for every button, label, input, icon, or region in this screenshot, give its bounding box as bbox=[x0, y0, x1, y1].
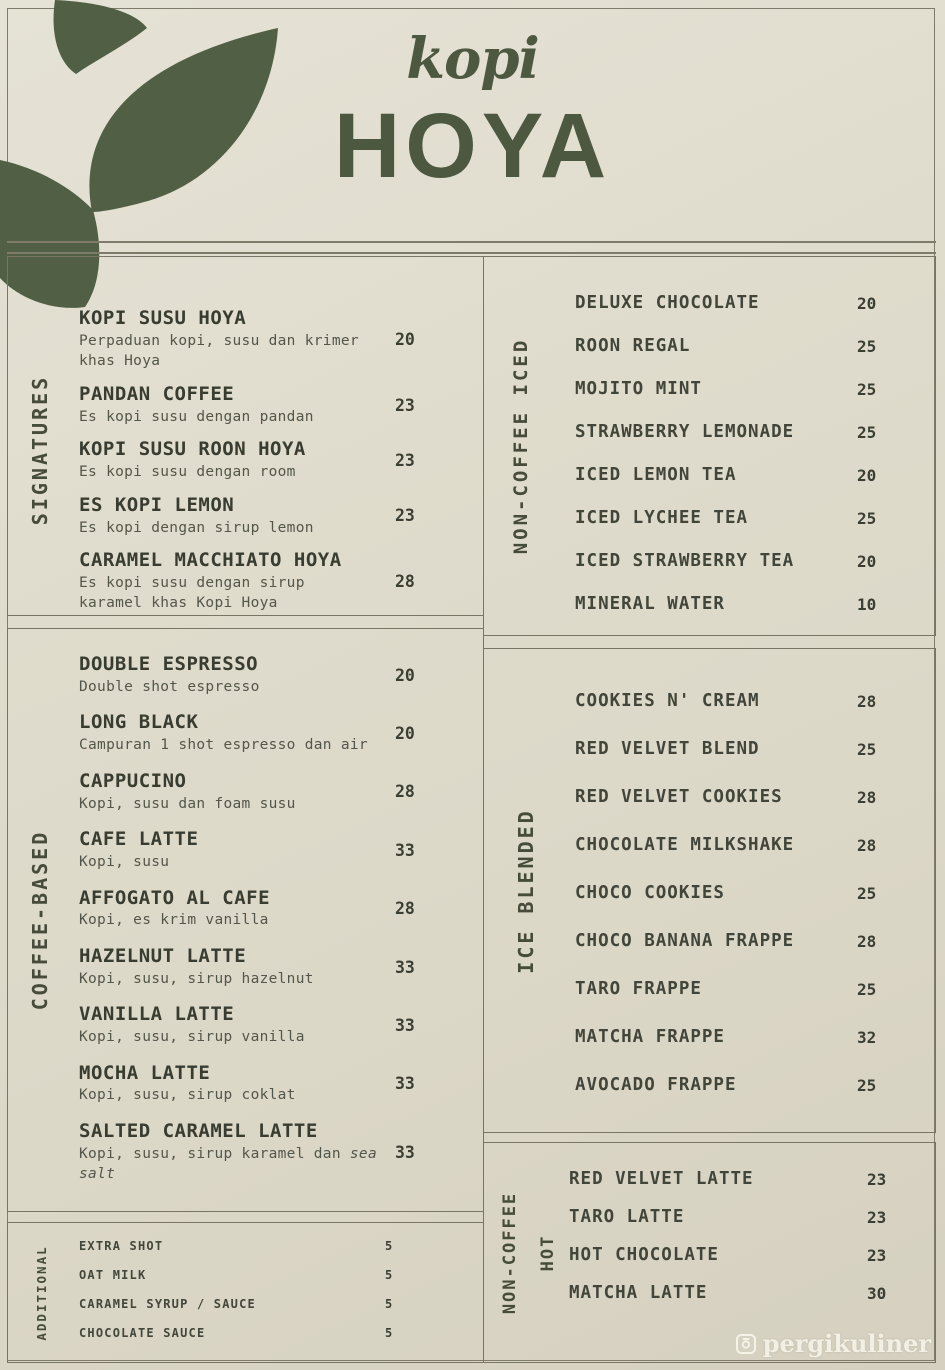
item-name: CARAMEL MACCHIATO HOYA bbox=[79, 549, 342, 572]
section-label-non-coffee: NON-COFFEE bbox=[500, 1191, 520, 1314]
item-name: MOCHA LATTE bbox=[79, 1061, 211, 1084]
section-label-coffee-based: COFFEE-BASED bbox=[28, 829, 52, 1011]
watermark-text: pergikuliner bbox=[762, 1329, 931, 1358]
item-price: 20 bbox=[857, 551, 877, 571]
item-price: 5 bbox=[385, 1239, 393, 1253]
menu-item bbox=[575, 1027, 927, 1047]
menu-item bbox=[79, 1062, 483, 1106]
item-name: CHOCO COOKIES bbox=[575, 883, 725, 903]
item-name: MATCHA LATTE bbox=[569, 1283, 708, 1303]
item-desc: Kopi, susu, sirup coklat bbox=[79, 1087, 296, 1104]
item-desc: Campuran 1 shot espresso dan air bbox=[79, 737, 368, 754]
item-price: 20 bbox=[857, 465, 877, 485]
menu-item bbox=[575, 336, 927, 356]
item-desc: Kopi, susu bbox=[79, 853, 170, 870]
item-price: 32 bbox=[857, 1027, 877, 1047]
item-name: TARO FRAPPE bbox=[575, 979, 702, 999]
item-desc: Kopi, susu, sirup karamel dan sea salt bbox=[79, 1145, 377, 1183]
item-name: ICED LEMON TEA bbox=[575, 465, 737, 485]
menu-item bbox=[79, 1297, 473, 1311]
item-desc: Es kopi dengan sirup lemon bbox=[79, 519, 314, 536]
menu-item bbox=[575, 787, 927, 807]
menu-item bbox=[79, 549, 483, 614]
menu-item bbox=[79, 1003, 483, 1047]
item-name: ICED LYCHEE TEA bbox=[575, 508, 749, 528]
item-desc: Kopi, susu dan foam susu bbox=[79, 795, 296, 812]
menu-item bbox=[575, 1075, 927, 1095]
item-price: 33 bbox=[395, 840, 415, 860]
item-name: MOJITO MINT bbox=[575, 379, 702, 399]
item-name: DOUBLE ESPRESSO bbox=[79, 653, 259, 675]
item-price: 25 bbox=[857, 336, 877, 356]
item-price: 20 bbox=[857, 293, 877, 313]
menu-item bbox=[575, 931, 927, 951]
item-price: 25 bbox=[857, 979, 877, 999]
item-name: SALTED CARAMEL LATTE bbox=[79, 1120, 318, 1142]
menu-item bbox=[79, 711, 483, 755]
menu-item bbox=[569, 1169, 927, 1189]
item-price: 28 bbox=[857, 691, 877, 711]
menu-item bbox=[575, 739, 927, 759]
item-price: 28 bbox=[857, 835, 877, 855]
item-name: COOKIES N' CREAM bbox=[575, 691, 760, 711]
item-name: OAT MILK bbox=[79, 1268, 147, 1282]
menu-item bbox=[79, 307, 483, 372]
section-label-non-coffee-iced: NON-COFFEE ICED bbox=[510, 337, 532, 555]
menu-item bbox=[575, 883, 927, 903]
item-desc: Es kopi susu dengan sirup karamel khas Kopi Hoya bbox=[79, 574, 305, 612]
section-ice-blended bbox=[483, 648, 936, 1133]
item-price: 5 bbox=[385, 1297, 393, 1311]
item-price: 28 bbox=[857, 931, 877, 951]
item-price: 28 bbox=[395, 899, 415, 919]
menu-item bbox=[575, 293, 927, 313]
item-price: 23 bbox=[867, 1207, 887, 1227]
section-label-ice-blended: ICE BLENDED bbox=[514, 807, 538, 974]
item-price: 23 bbox=[867, 1169, 887, 1189]
item-name: STRAWBERRY LEMONADE bbox=[575, 422, 795, 442]
menu-item bbox=[79, 770, 483, 814]
item-name: CAFE LATTE bbox=[79, 828, 199, 851]
section-label-additional: ADDITIONAL bbox=[34, 1244, 49, 1341]
item-price: 28 bbox=[395, 782, 415, 802]
item-name: CHOCO BANANA FRAPPE bbox=[575, 931, 795, 951]
item-price: 25 bbox=[857, 508, 877, 528]
item-name: RED VELVET LATTE bbox=[569, 1169, 754, 1189]
menu-item bbox=[575, 691, 927, 711]
item-name: ROON REGAL bbox=[575, 336, 691, 356]
menu-item bbox=[575, 422, 927, 442]
item-price: 10 bbox=[857, 594, 877, 614]
item-price: 28 bbox=[395, 572, 415, 592]
item-name: AFFOGATO AL CAFE bbox=[79, 886, 271, 909]
menu-item bbox=[79, 1268, 473, 1282]
item-name: DELUXE CHOCOLATE bbox=[575, 293, 760, 313]
menu-item bbox=[575, 835, 927, 855]
item-name: HAZELNUT LATTE bbox=[79, 944, 247, 967]
item-price: 33 bbox=[395, 1015, 415, 1035]
header-divider bbox=[7, 241, 936, 243]
menu-item bbox=[79, 1239, 473, 1253]
item-name: MINERAL WATER bbox=[575, 594, 725, 614]
item-name: HOT CHOCOLATE bbox=[569, 1245, 719, 1265]
item-name: KOPI SUSU ROON HOYA bbox=[79, 438, 306, 461]
item-name: CHOCOLATE SAUCE bbox=[79, 1326, 206, 1340]
item-price: 23 bbox=[395, 506, 415, 526]
item-price: 28 bbox=[857, 787, 877, 807]
item-name: CARAMEL SYRUP / SAUCE bbox=[79, 1297, 256, 1311]
item-price: 33 bbox=[395, 1142, 415, 1162]
item-name: CHOCOLATE MILKSHAKE bbox=[575, 835, 795, 855]
item-price: 23 bbox=[395, 395, 415, 415]
item-name: AVOCADO FRAPPE bbox=[575, 1075, 737, 1095]
item-name: VANILLA LATTE bbox=[79, 1003, 235, 1026]
item-price: 25 bbox=[857, 1075, 877, 1095]
item-desc: Es kopi susu dengan pandan bbox=[79, 408, 314, 425]
item-name: RED VELVET COOKIES bbox=[575, 787, 783, 807]
menu-item bbox=[79, 945, 483, 989]
brand-name: HOYA bbox=[333, 95, 612, 197]
menu-item bbox=[79, 1120, 483, 1185]
menu-item bbox=[575, 979, 927, 999]
item-desc: Kopi, es krim vanilla bbox=[79, 912, 269, 929]
item-desc: Perpaduan kopi, susu dan krimer khas Hoya bbox=[79, 332, 359, 370]
menu-item bbox=[79, 383, 483, 427]
watermark bbox=[736, 1329, 931, 1358]
item-price: 5 bbox=[385, 1268, 393, 1282]
section-additional bbox=[7, 1222, 484, 1363]
section-label-signatures: SIGNATURES bbox=[28, 375, 52, 526]
item-price: 20 bbox=[395, 665, 415, 685]
section-non-coffee-iced bbox=[483, 256, 936, 636]
item-price: 33 bbox=[395, 957, 415, 977]
item-name: EXTRA SHOT bbox=[79, 1239, 164, 1253]
item-price: 25 bbox=[857, 422, 877, 442]
menu-item bbox=[575, 508, 927, 528]
item-name: RED VELVET BLEND bbox=[575, 739, 760, 759]
menu-item bbox=[575, 465, 927, 485]
menu-item bbox=[79, 828, 483, 872]
section-coffee-based bbox=[7, 628, 484, 1212]
item-price: 33 bbox=[395, 1074, 415, 1094]
item-desc: Kopi, susu, sirup vanilla bbox=[79, 1029, 305, 1046]
menu-item bbox=[575, 594, 927, 614]
item-price: 25 bbox=[857, 379, 877, 399]
menu-item bbox=[575, 379, 927, 399]
item-desc: Double shot espresso bbox=[79, 678, 260, 695]
section-signatures bbox=[7, 256, 484, 616]
item-name: CAPPUCINO bbox=[79, 769, 187, 792]
brand-script: kopi bbox=[406, 26, 539, 92]
item-price: 25 bbox=[857, 739, 877, 759]
item-name: ES KOPI LEMON bbox=[79, 493, 235, 516]
item-price: 23 bbox=[867, 1245, 887, 1265]
menu-item bbox=[569, 1283, 927, 1303]
section-label-hot: HOT bbox=[538, 1234, 558, 1271]
item-name: KOPI SUSU HOYA bbox=[79, 307, 247, 329]
menu-item bbox=[79, 887, 483, 931]
item-price: 20 bbox=[395, 329, 415, 349]
menu-item bbox=[79, 1326, 473, 1340]
menu-item bbox=[79, 653, 483, 697]
item-desc: Es kopi susu dengan room bbox=[79, 464, 296, 481]
item-name: PANDAN COFFEE bbox=[79, 382, 235, 405]
item-name: TARO LATTE bbox=[569, 1207, 685, 1227]
item-name: MATCHA FRAPPE bbox=[575, 1027, 725, 1047]
header-divider-2 bbox=[7, 252, 936, 254]
menu-item bbox=[575, 551, 927, 571]
item-price: 20 bbox=[395, 724, 415, 744]
item-price: 30 bbox=[867, 1283, 887, 1303]
item-name: LONG BLACK bbox=[79, 711, 199, 734]
menu-item bbox=[569, 1245, 927, 1265]
menu-item bbox=[79, 438, 483, 482]
item-desc: Kopi, susu, sirup hazelnut bbox=[79, 970, 314, 987]
item-price: 5 bbox=[385, 1326, 393, 1340]
menu-item bbox=[79, 494, 483, 538]
item-price: 23 bbox=[395, 451, 415, 471]
item-name: ICED STRAWBERRY TEA bbox=[575, 551, 795, 571]
pergikuliner-logo-icon bbox=[736, 1334, 756, 1354]
item-price: 25 bbox=[857, 883, 877, 903]
menu-item bbox=[569, 1207, 927, 1227]
